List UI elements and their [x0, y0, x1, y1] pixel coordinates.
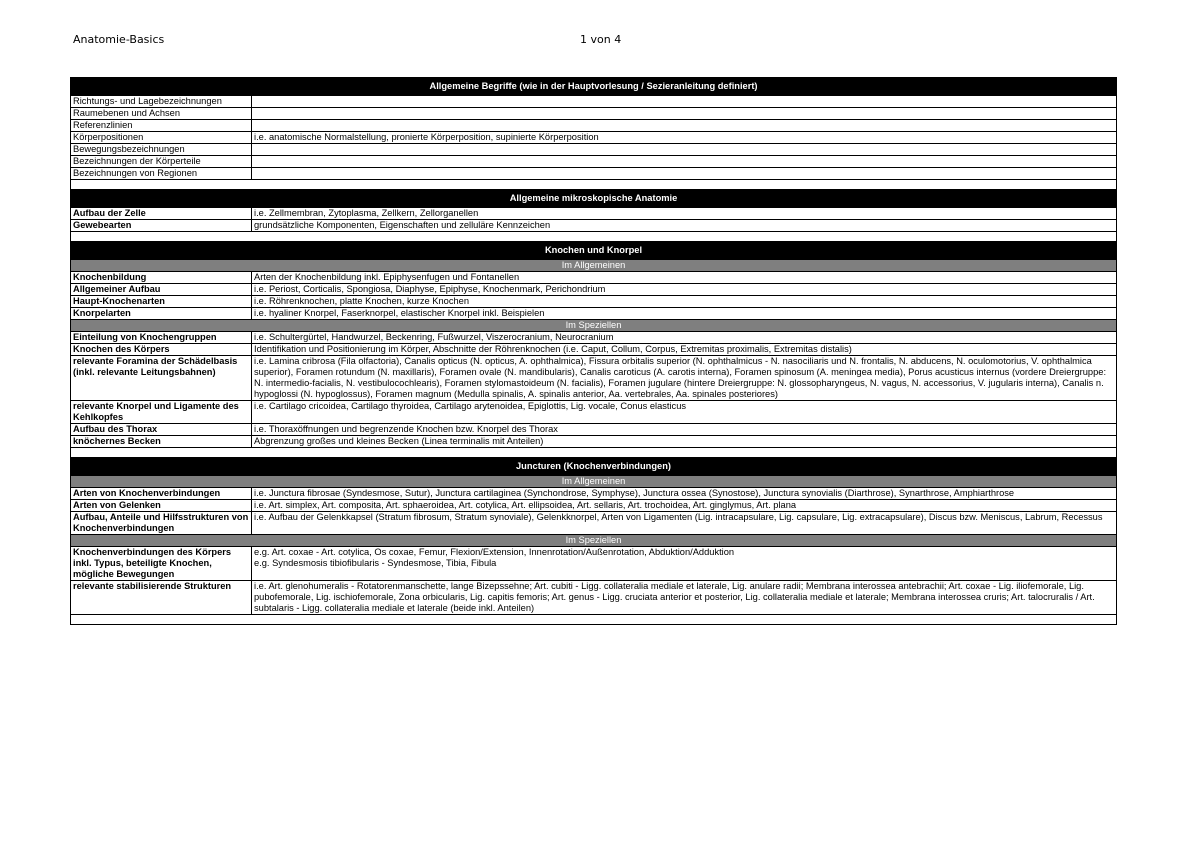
- topic-description: i.e. Art. glenohumeralis - Rotatorenmanschette, lange Bizepssehne; Art. cubiti - Ligg. collateralia mediale et laterale, Lig. anulare radii; Membrana interossea antebrachii; Art. coxae - Lig. iliofemorale, Lig. pubofemorale, Lig. ischiofemorale, Zona orbicularis, Lig. capitis femoris; Art. genus - Ligg. cruciata anterior et posterior, Lig. collateralia mediale et laterale; Membrana interossea cruris; Art. talocruralis / Art. subtalaris - Ligg. collateralia mediale et laterale (beide inkl. Anteilen): [252, 581, 1117, 615]
- topic-description: Arten der Knochenbildung inkl. Epiphysenfugen und Fontanellen: [252, 272, 1117, 284]
- topic-label: Haupt-Knochenarten: [71, 296, 252, 308]
- topic-table: [70, 77, 1117, 625]
- table-row: [71, 356, 1117, 401]
- page-number: 1 von 4: [580, 33, 622, 46]
- topic-description: i.e. Thoraxöffnungen und begrenzende Knochen bzw. Knorpel des Thorax: [252, 424, 1117, 436]
- topic-label: Arten von Gelenken: [71, 500, 252, 512]
- topic-description: i.e. Zellmembran, Zytoplasma, Zellkern, Zellorganellen: [252, 208, 1117, 220]
- table-row: [71, 272, 1117, 284]
- topic-description: [252, 96, 1117, 108]
- topic-label: relevante Foramina der Schädelbasis (inkl. relevante Leitungsbahnen): [71, 356, 252, 401]
- subsection-header: [71, 260, 1117, 272]
- subsection-title: Im Speziellen: [71, 320, 1117, 332]
- table-row: [71, 401, 1117, 424]
- topic-label: Knochen des Körpers: [71, 344, 252, 356]
- topic-label: Referenzlinien: [71, 120, 252, 132]
- topic-description: i.e. hyaliner Knorpel, Faserknorpel, elastischer Knorpel inkl. Beispielen: [252, 308, 1117, 320]
- topic-description: [252, 120, 1117, 132]
- subsection-header: [71, 476, 1117, 488]
- table-row: [71, 436, 1117, 448]
- table-row: [71, 488, 1117, 500]
- topic-label: knöchernes Becken: [71, 436, 252, 448]
- topic-label: Knochenverbindungen des Körpers inkl. Typus, beteiligte Knochen, mögliche Bewegungen: [71, 547, 252, 581]
- topic-label: Aufbau des Thorax: [71, 424, 252, 436]
- topic-description: i.e. Art. simplex, Art. composita, Art. sphaeroidea, Art. cotylica, Art. ellipsoidea, Art. sellaris, Art. trochoidea, Art. ginglymus, Art. plana: [252, 500, 1117, 512]
- topic-description: i.e. Lamina cribrosa (Fila olfactoria), Canalis opticus (N. opticus, A. ophthalmica), Fissura orbitalis superior (N. ophthalmicus - N. nasociliaris und N. frontalis, N. abducens, N. oculomotorius, V. ophthalmica superior), Foramen rotundum (N. maxillaris), Foramen ovale (N. mandibularis), Canalis caroticus (A. carotis interna), Foramen spinosum (A. meningea media), Porus acusticus internus (vordere Dreiergruppe: N. intermedio-facialis, N. vestibulocochlearis), Foramen stylomastoideum (N. facialis), Foramen jugulare (hintere Dreiergruppe: N. glossopharyngeus, N. vagus, N. accessorius, V. jugularis interna), Canalis n. hypoglossi (N. hypoglossus), Foramen magnum (Medulla spinalis, A. spinalis anterior, Aa. vertebrales, Aa. spinales posteriores): [252, 356, 1117, 401]
- table-row: [71, 156, 1117, 168]
- topic-label: relevante Knorpel und Ligamente des Kehlkopfes: [71, 401, 252, 424]
- subsection-title: Im Allgemeinen: [71, 476, 1117, 488]
- spacer-row: [71, 232, 1117, 242]
- topic-description: grundsätzliche Komponenten, Eigenschaften und zelluläre Kennzeichen: [252, 220, 1117, 232]
- topic-description: Abgrenzung großes und kleines Becken (Linea terminalis mit Anteilen): [252, 436, 1117, 448]
- topic-label: Arten von Knochenverbindungen: [71, 488, 252, 500]
- spacer-cell: [71, 232, 1117, 242]
- table-row: [71, 500, 1117, 512]
- topic-description: [252, 108, 1117, 120]
- table-row: [71, 96, 1117, 108]
- section-title: Allgemeine mikroskopische Anatomie: [71, 190, 1117, 208]
- topic-description: i.e. anatomische Normalstellung, pronierte Körperposition, supinierte Körperposition: [252, 132, 1117, 144]
- table-row: [71, 108, 1117, 120]
- table-row: [71, 512, 1117, 535]
- topic-label: Körperpositionen: [71, 132, 252, 144]
- topic-description: [252, 168, 1117, 180]
- table-row: [71, 168, 1117, 180]
- topic-label: Aufbau, Anteile und Hilfsstrukturen von Knochenverbindungen: [71, 512, 252, 535]
- topic-description: i.e. Junctura fibrosae (Syndesmose, Sutur), Junctura cartilaginea (Synchondrose, Symphyse), Junctura ossea (Synostose), Junctura synovialis (Diarthrose), Synarthrose, Amphiarthrose: [252, 488, 1117, 500]
- spacer-cell: [71, 448, 1117, 458]
- section-title: Knochen und Knorpel: [71, 242, 1117, 260]
- topic-label: Knorpelarten: [71, 308, 252, 320]
- topic-label: Bewegungsbezeichnungen: [71, 144, 252, 156]
- topic-description: i.e. Periost, Corticalis, Spongiosa, Diaphyse, Epiphyse, Knochenmark, Perichondrium: [252, 284, 1117, 296]
- topic-description: i.e. Cartilago cricoidea, Cartilago thyroidea, Cartilago arytenoidea, Epiglottis, Lig. vocale, Conus elasticus: [252, 401, 1117, 424]
- subsection-header: [71, 320, 1117, 332]
- topic-description: [252, 156, 1117, 168]
- section-header: [71, 78, 1117, 96]
- subsection-header: [71, 535, 1117, 547]
- topic-description: e.g. Art. coxae - Art. cotylica, Os coxae, Femur, Flexion/Extension, Innenrotation/Außenrotation, Abduktion/Adduktion e.g. Syndesmosis tibiofibularis - Syndesmose, Tibia, Fibula: [252, 547, 1117, 581]
- topic-label: Richtungs- und Lagebezeichnungen: [71, 96, 252, 108]
- spacer-cell: [71, 180, 1117, 190]
- spacer-cell: [71, 615, 1117, 625]
- table-row: [71, 344, 1117, 356]
- table-row: [71, 547, 1117, 581]
- table-row: [71, 220, 1117, 232]
- table-row: [71, 132, 1117, 144]
- topic-label: Allgemeiner Aufbau: [71, 284, 252, 296]
- topic-label: relevante stabilisierende Strukturen: [71, 581, 252, 615]
- topic-description: [252, 144, 1117, 156]
- subsection-title: Im Speziellen: [71, 535, 1117, 547]
- topic-label: Gewebearten: [71, 220, 252, 232]
- topic-label: Aufbau der Zelle: [71, 208, 252, 220]
- table-row: [71, 308, 1117, 320]
- table-row: [71, 208, 1117, 220]
- section-title: Allgemeine Begriffe (wie in der Hauptvorlesung / Sezieranleitung definiert): [71, 78, 1117, 96]
- table-row: [71, 144, 1117, 156]
- table-row: [71, 332, 1117, 344]
- document-title: Anatomie-Basics: [73, 33, 165, 46]
- section-header: [71, 242, 1117, 260]
- section-header: [71, 458, 1117, 476]
- spacer-row: [71, 180, 1117, 190]
- table-row: [71, 296, 1117, 308]
- spacer-row: [71, 615, 1117, 625]
- section-title: Juncturen (Knochenverbindungen): [71, 458, 1117, 476]
- table-row: [71, 424, 1117, 436]
- topic-description: i.e. Röhrenknochen, platte Knochen, kurze Knochen: [252, 296, 1117, 308]
- topic-label: Raumebenen und Achsen: [71, 108, 252, 120]
- table-row: [71, 581, 1117, 615]
- topic-description: i.e. Aufbau der Gelenkkapsel (Stratum fibrosum, Stratum synoviale), Gelenkknorpel, Arten von Ligamenten (Lig. intracapsulare, Lig. capsulare, Lig. extracapsulare), Discus bzw. Meniscus, Labrum, Recessus: [252, 512, 1117, 535]
- topic-label: Bezeichnungen der Körperteile: [71, 156, 252, 168]
- topic-label: Bezeichnungen von Regionen: [71, 168, 252, 180]
- table-row: [71, 120, 1117, 132]
- topic-description: i.e. Schultergürtel, Handwurzel, Beckenring, Fußwurzel, Viszerocranium, Neurocranium: [252, 332, 1117, 344]
- section-header: [71, 190, 1117, 208]
- topic-description: Identifikation und Positionierung im Körper, Abschnitte der Röhrenknochen (i.e. Caput, Collum, Corpus, Extremitas proximalis, Extremitas distalis): [252, 344, 1117, 356]
- topic-label: Einteilung von Knochengruppen: [71, 332, 252, 344]
- spacer-row: [71, 448, 1117, 458]
- topic-label: Knochenbildung: [71, 272, 252, 284]
- subsection-title: Im Allgemeinen: [71, 260, 1117, 272]
- table-row: [71, 284, 1117, 296]
